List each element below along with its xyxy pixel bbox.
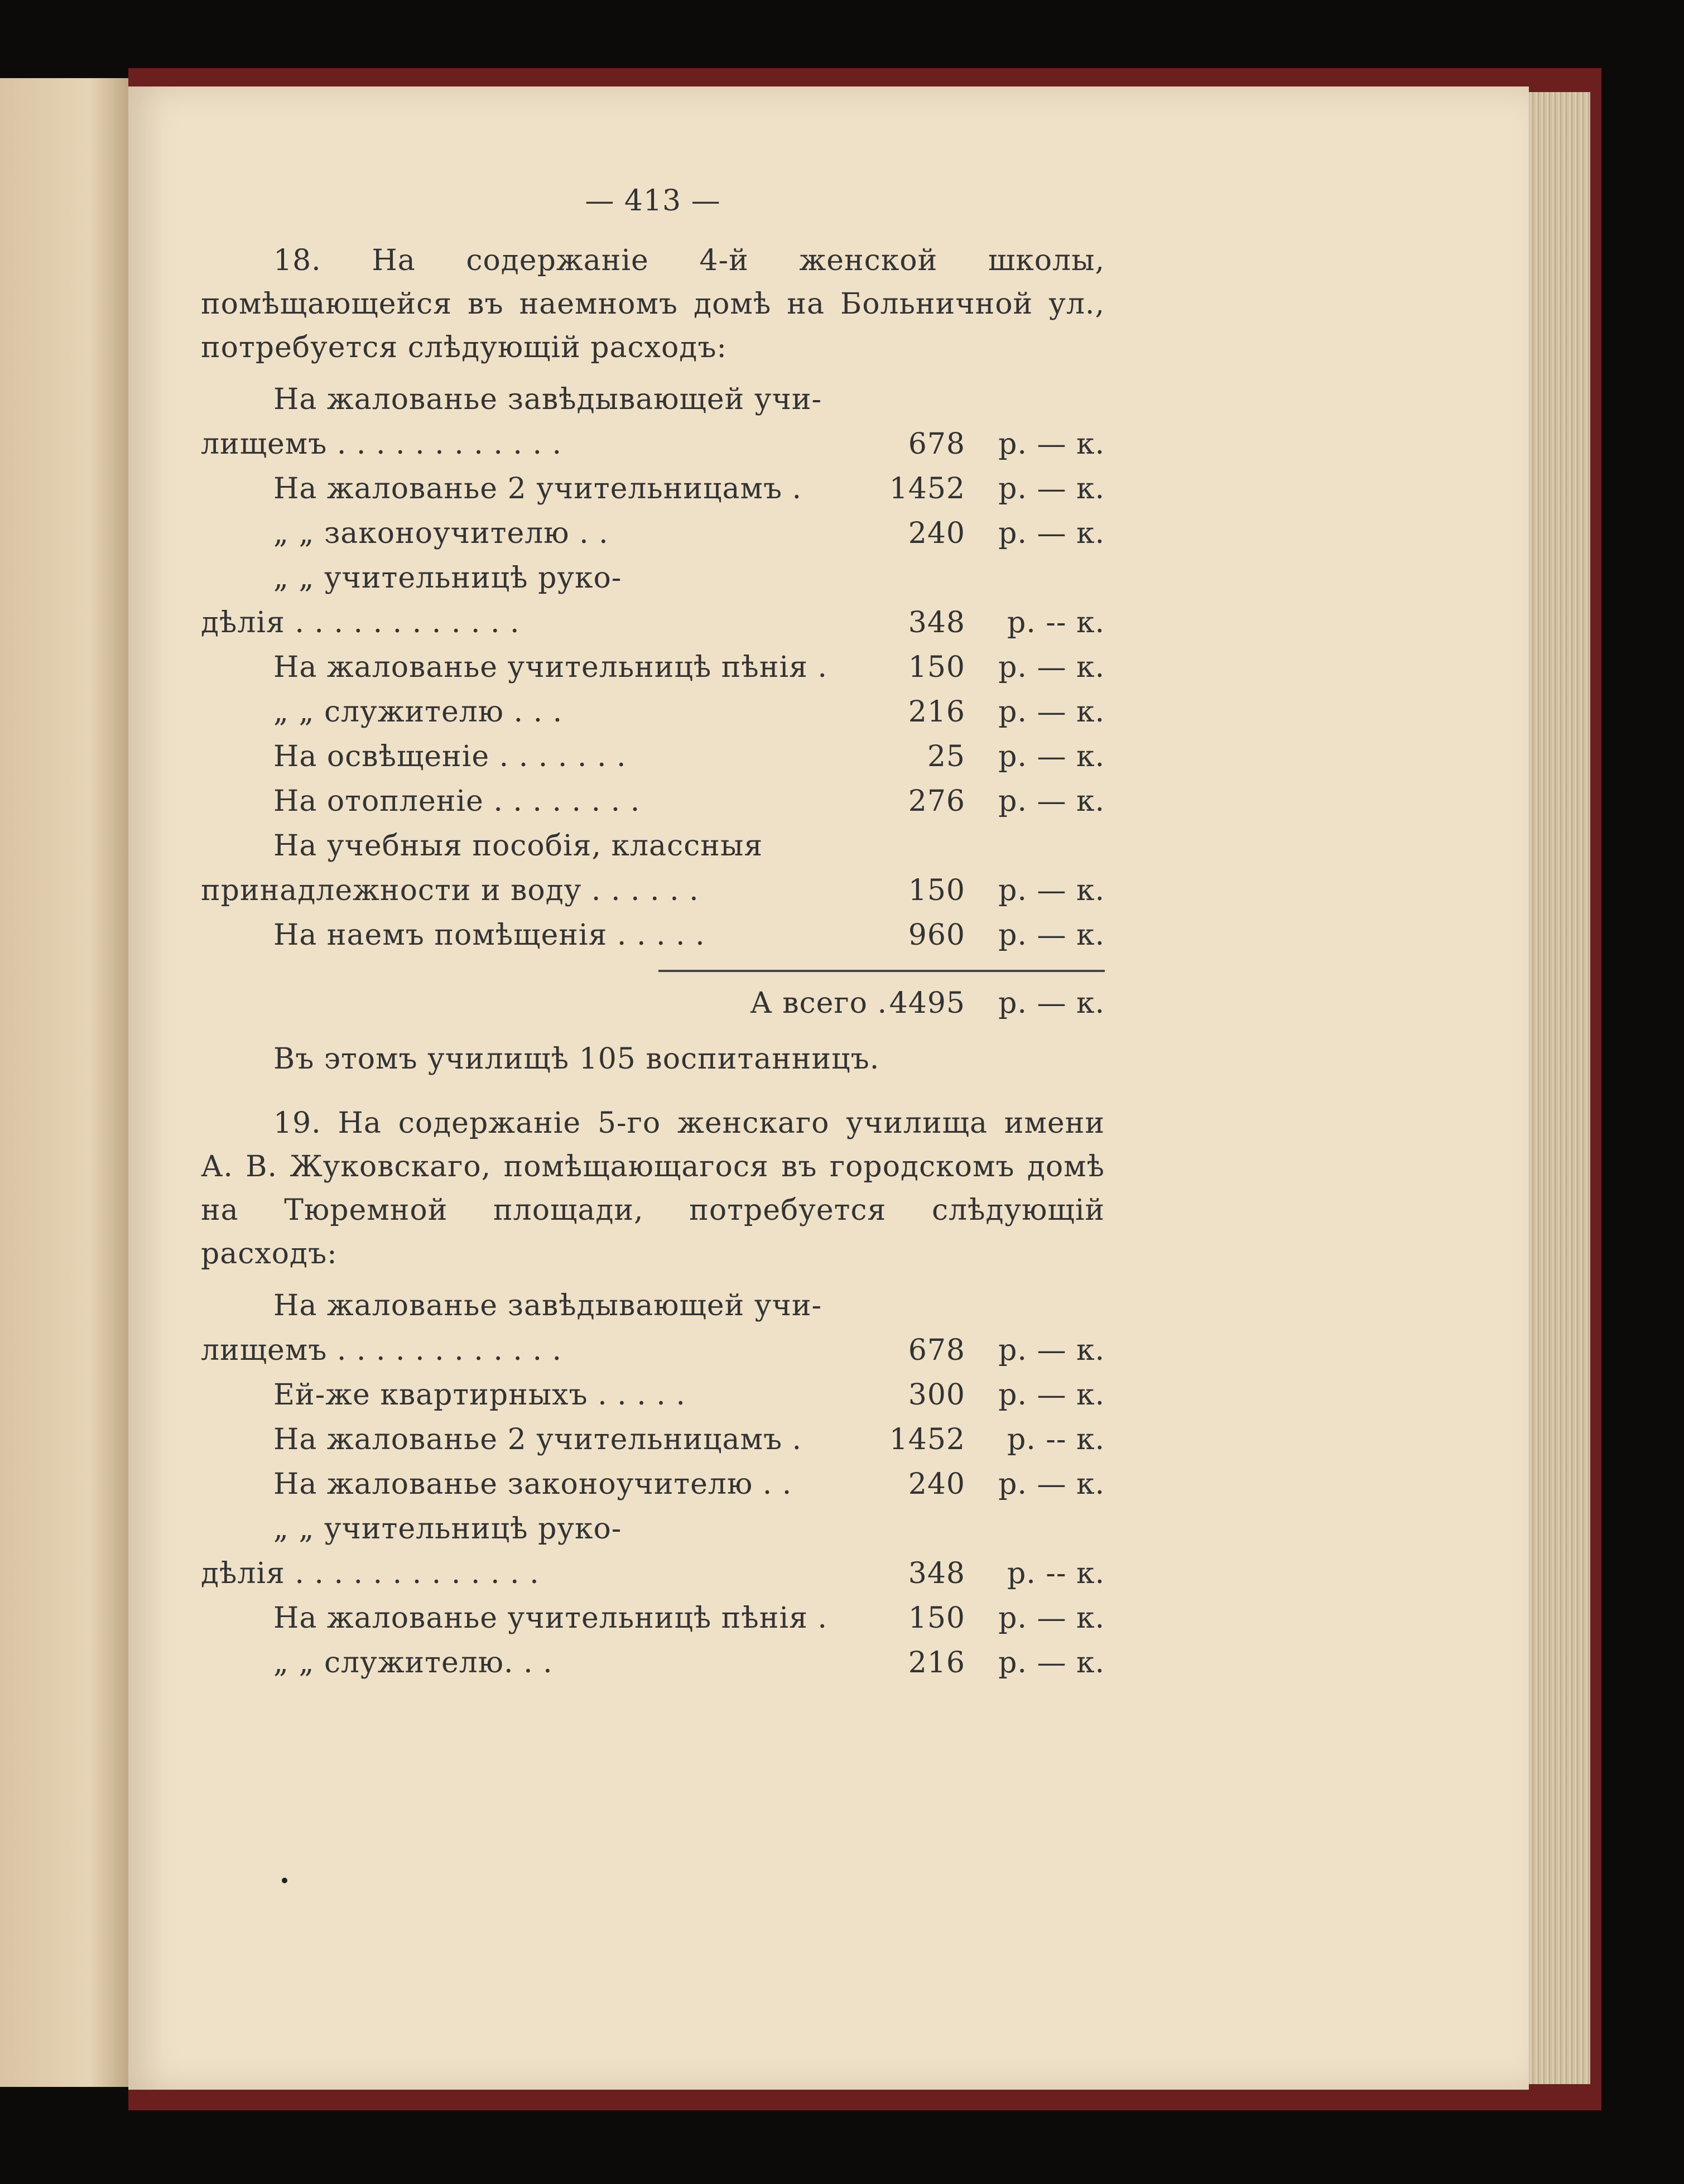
expense-label: На жалованье законоучителю . . xyxy=(273,1468,792,1501)
expense-unit: р. — к. xyxy=(998,785,1105,818)
expense-amount: 300 xyxy=(908,1378,965,1412)
expense-unit: р. — к. xyxy=(998,740,1105,773)
expense-amount: 348 xyxy=(908,606,965,639)
section-heading: 19. На содержаніе 5-го женскаго училища имени А. В. Жуковскаго, помѣщающагося въ городскомъ домѣ на Тюремной площади, потребуется слѣдующій расходъ: xyxy=(201,1107,1105,1271)
expense-label: На освѣщеніе . . . . . . . xyxy=(273,740,627,773)
expense-row xyxy=(201,1641,1105,1685)
expense-unit: р. — к. xyxy=(998,651,1105,684)
expense-label: На жалованье учительницѣ пѣнія . xyxy=(273,1601,827,1635)
expense-unit: р. — к. xyxy=(998,1646,1105,1680)
expense-amount: 150 xyxy=(908,874,965,907)
expense-unit: р. — к. xyxy=(998,695,1105,729)
expense-amount: 678 xyxy=(908,1334,965,1367)
expense-row xyxy=(201,1462,1105,1507)
expense-amount: 276 xyxy=(908,785,965,818)
expense-label: дѣлія . . . . . . . . . . . . xyxy=(201,606,520,639)
expense-label: На отопленіе . . . . . . . . xyxy=(273,785,641,818)
expense-amount: 678 xyxy=(908,427,965,461)
expense-unit: р. — к. xyxy=(998,1378,1105,1412)
expense-unit: р. -- к. xyxy=(1007,1423,1105,1456)
expense-row xyxy=(201,1328,1105,1373)
expense-label: На жалованье завѣдывающей учи- xyxy=(273,1289,822,1322)
expense-unit: р. — к. xyxy=(998,918,1105,952)
expense-row xyxy=(201,422,1105,466)
expense-unit: р. — к. xyxy=(998,1334,1105,1367)
section-note: Въ этомъ училищѣ 105 воспитанницъ. xyxy=(273,1042,880,1076)
expense-amount: 150 xyxy=(908,651,965,684)
budget-section xyxy=(201,239,1105,1081)
expense-row xyxy=(201,1551,1105,1596)
expense-unit: р. -- к. xyxy=(1007,1557,1105,1590)
expense-label: принадлежности и воду . . . . . . xyxy=(201,874,699,907)
expense-amount: 348 xyxy=(908,1557,965,1590)
expense-row xyxy=(201,734,1105,779)
expense-label: Ей-же квартирныхъ . . . . . xyxy=(273,1378,686,1412)
expense-label: „ „ служителю. . . xyxy=(273,1646,553,1680)
expense-row xyxy=(201,466,1105,511)
expense-amount: 216 xyxy=(908,695,965,729)
expense-amount: 240 xyxy=(908,517,965,550)
expense-label: На жалованье учительницѣ пѣнія . xyxy=(273,651,827,684)
expense-row xyxy=(201,645,1105,690)
expense-unit: р. — к. xyxy=(998,427,1105,461)
expense-row xyxy=(201,600,1105,645)
expense-amount: 960 xyxy=(908,918,965,952)
expense-label: На жалованье завѣдывающей учи- xyxy=(273,383,822,416)
expense-row xyxy=(201,824,1105,868)
expense-unit: р. — к. xyxy=(998,517,1105,550)
expense-unit: р. — к. xyxy=(998,1601,1105,1635)
expense-amount: 150 xyxy=(908,1601,965,1635)
total-amount: 4495 xyxy=(889,987,965,1020)
budget-section xyxy=(201,1101,1105,1685)
expense-row xyxy=(201,1373,1105,1417)
expense-amount: 1452 xyxy=(889,472,965,506)
expense-label: „ „ учительницѣ руко- xyxy=(273,1512,622,1546)
expense-label: На учебныя пособія, классныя xyxy=(273,829,763,863)
sections xyxy=(201,239,1105,1685)
expense-label: лищемъ . . . . . . . . . . . . xyxy=(201,427,562,461)
expense-unit: р. — к. xyxy=(998,472,1105,506)
expense-amount: 216 xyxy=(908,1646,965,1680)
expense-row xyxy=(201,913,1105,958)
expense-unit: р. — к. xyxy=(998,874,1105,907)
total-rule xyxy=(658,970,1105,972)
expense-label: На жалованье 2 учительницамъ . xyxy=(273,1423,802,1456)
page-number: — 413 — xyxy=(585,184,721,218)
expense-amount: 1452 xyxy=(889,1423,965,1456)
expense-row xyxy=(201,556,1105,600)
expense-row xyxy=(201,1417,1105,1462)
expense-row xyxy=(201,1507,1105,1551)
expense-row xyxy=(201,1596,1105,1641)
expense-row xyxy=(201,511,1105,556)
expense-label: „ „ законоучителю . . xyxy=(273,517,609,550)
expense-row xyxy=(201,1283,1105,1328)
expense-unit: р. — к. xyxy=(998,1468,1105,1501)
expense-unit: р. -- к. xyxy=(1007,606,1105,639)
total-row xyxy=(201,981,1105,1026)
expense-row xyxy=(201,690,1105,734)
total-label: А всего . xyxy=(750,987,887,1020)
expense-amount: 25 xyxy=(927,740,965,773)
expense-row xyxy=(201,779,1105,824)
left-page xyxy=(0,78,128,2087)
expense-label: дѣлія . . . . . . . . . . . . . xyxy=(201,1557,540,1590)
expense-row xyxy=(201,377,1105,422)
total-unit: р. — к. xyxy=(998,987,1105,1020)
expense-amount: 240 xyxy=(908,1468,965,1501)
ink-speck xyxy=(282,1878,287,1883)
expense-label: На жалованье 2 учительницамъ . xyxy=(273,472,802,506)
expense-label: „ „ служителю . . . xyxy=(273,695,563,729)
expense-label: На наемъ помѣщенія . . . . . xyxy=(273,918,705,952)
expense-row xyxy=(201,868,1105,913)
page-text xyxy=(201,184,1105,1685)
section-heading: 18. На содержаніе 4-й женской школы, помѣщающейся въ наемномъ домѣ на Больничной ул., потребуется слѣдующій расходъ: xyxy=(201,244,1105,364)
expense-label: лищемъ . . . . . . . . . . . . xyxy=(201,1334,562,1367)
expense-label: „ „ учительницѣ руко- xyxy=(273,561,622,595)
